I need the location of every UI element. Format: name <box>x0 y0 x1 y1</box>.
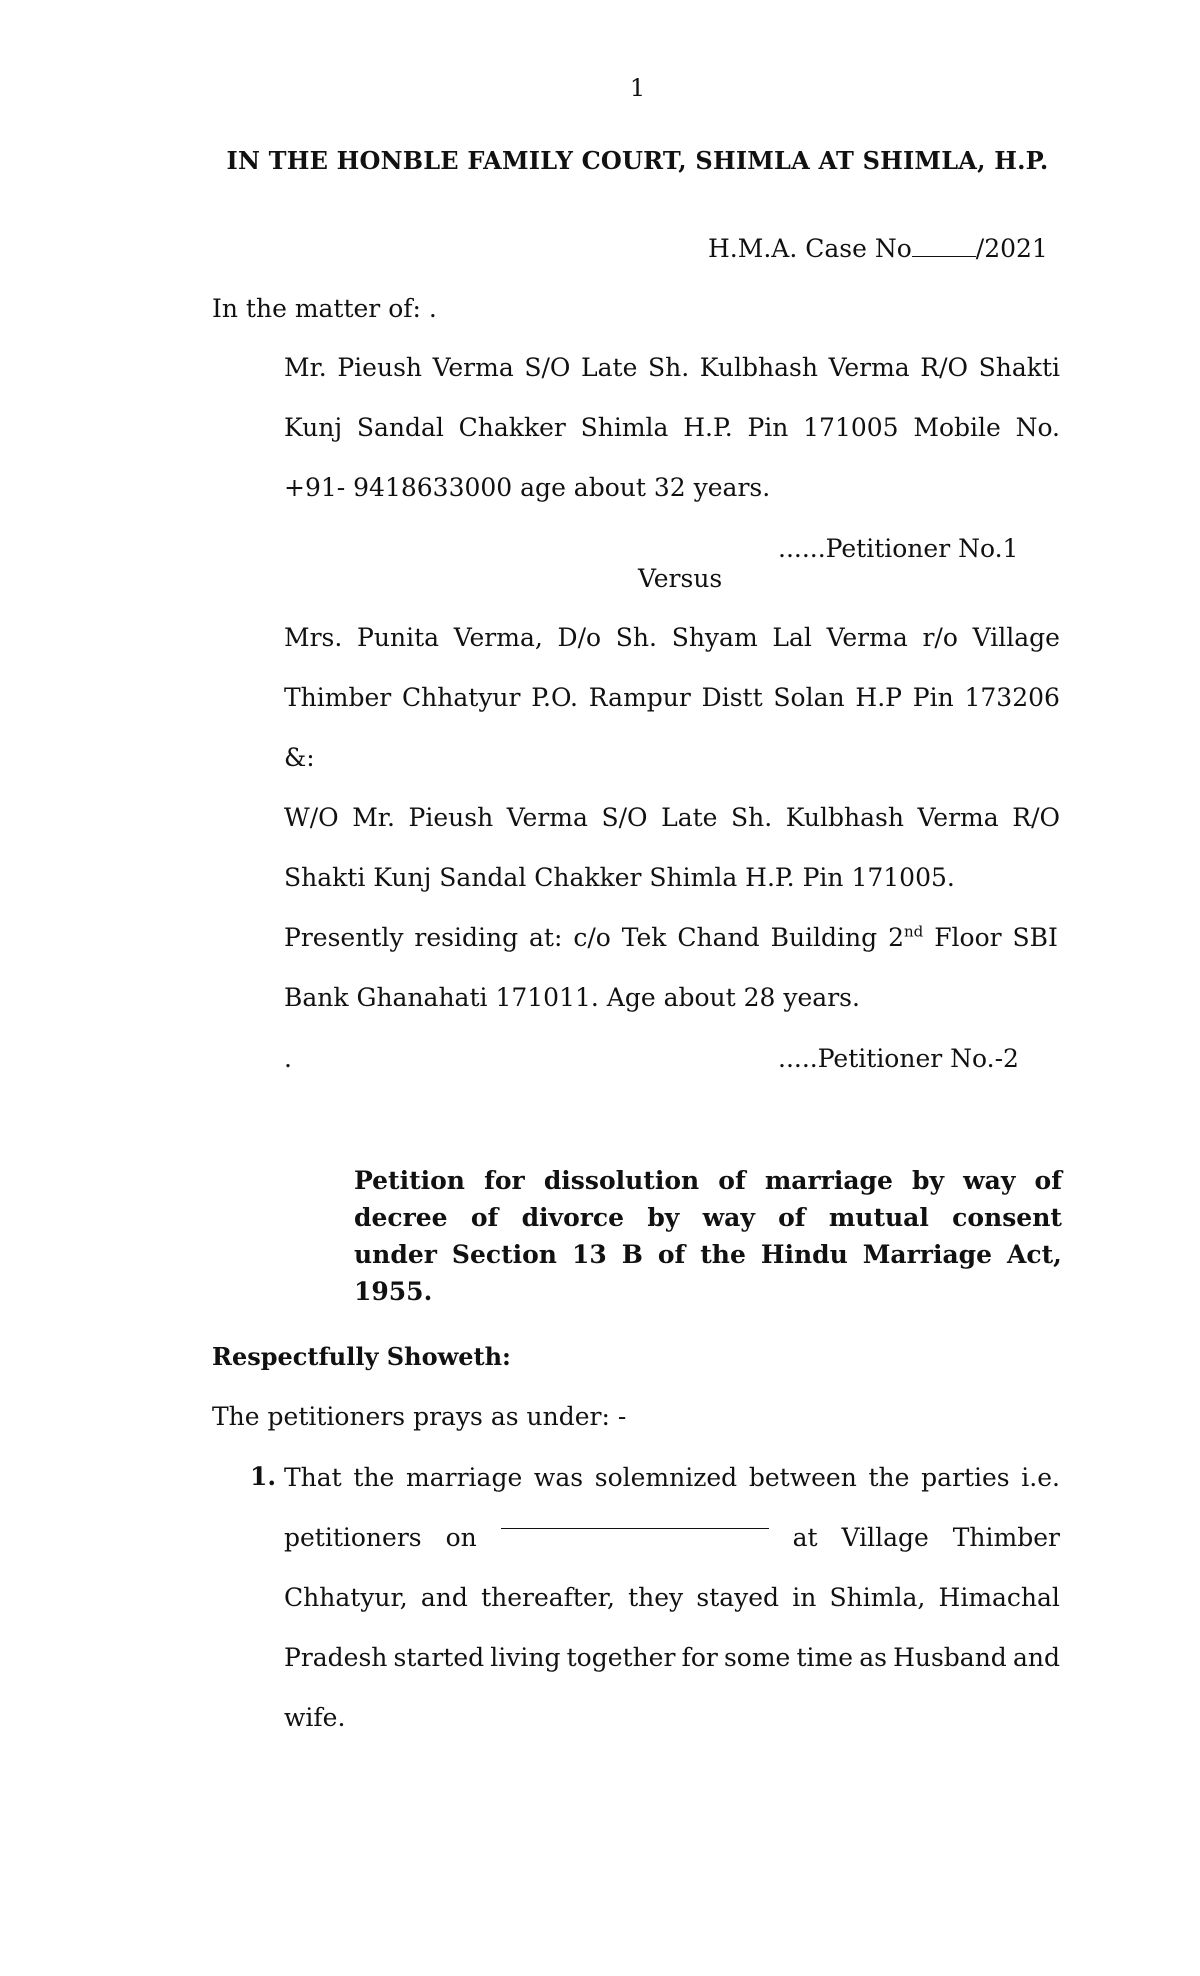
word: Chhatyur, <box>284 1583 408 1612</box>
word: by <box>912 1166 945 1195</box>
word: of <box>470 1203 499 1232</box>
item-1-text <box>284 1448 1060 1748</box>
word: Himachal <box>938 1583 1060 1612</box>
word: Mr. <box>284 353 327 382</box>
word: Shyam <box>671 623 758 652</box>
word: as <box>859 1643 887 1672</box>
word: Pin <box>747 413 789 442</box>
word: started <box>393 1643 485 1672</box>
word: No. <box>1015 413 1060 442</box>
petitioner-1-line <box>284 338 1060 398</box>
word: Solan <box>773 683 845 712</box>
word: by <box>647 1203 680 1232</box>
petitioner-2-line <box>284 668 1060 728</box>
word: Hindu <box>760 1240 848 1269</box>
case-number-suffix: /2021 <box>975 234 1048 263</box>
word: Lal <box>772 623 812 652</box>
word: Shimla, <box>829 1583 926 1612</box>
word: 171005 <box>803 413 899 442</box>
item-1-number: 1. <box>250 1462 277 1491</box>
respectfully-showeth-heading: Respectfully Showeth: <box>212 1342 511 1371</box>
word: thereafter, <box>481 1583 615 1612</box>
word: decree <box>354 1203 448 1232</box>
word: was <box>533 1463 584 1492</box>
petitioner-1-role: ......Petitioner No.1 <box>778 534 1019 563</box>
word: stayed <box>696 1583 780 1612</box>
word: P.O. <box>531 683 578 712</box>
item-1-line <box>284 1568 1060 1628</box>
subject-line <box>354 1236 1062 1273</box>
word: Sh. <box>731 803 773 832</box>
word: S/O <box>601 803 648 832</box>
word: R/O <box>920 353 969 382</box>
petitioner-1-line <box>284 398 1060 458</box>
word: B <box>621 1240 643 1269</box>
word: and <box>420 1583 468 1612</box>
word: Punita <box>357 623 440 652</box>
petition-subject <box>354 1162 1062 1310</box>
marriage-date-blank <box>501 1508 769 1529</box>
word: Chhatyur <box>402 683 521 712</box>
word: Mr. <box>352 803 395 832</box>
word: Pradesh <box>284 1643 388 1672</box>
petitioner-2-address-line <box>284 908 1060 968</box>
word: That <box>284 1463 342 1492</box>
word: marriage <box>406 1463 523 1492</box>
word: Late <box>581 353 638 382</box>
word: divorce <box>521 1203 625 1232</box>
item-1-line: wife. <box>284 1703 346 1732</box>
petitioner-1-details <box>284 338 1060 518</box>
word: the <box>700 1240 746 1269</box>
word: consent <box>952 1203 1062 1232</box>
word: D/o <box>557 623 602 652</box>
address-text: Presently residing at: c/o Tek Chand Building 2 <box>284 923 904 952</box>
word: Petition <box>354 1166 465 1195</box>
word: Chakker <box>458 413 566 442</box>
word: solemnized <box>594 1463 738 1492</box>
word: S/O <box>524 353 571 382</box>
item-1-word: Thimber <box>952 1523 1060 1552</box>
subject-line <box>354 1162 1062 1199</box>
petitioner-2-role: .....Petitioner No.-2 <box>778 1044 1019 1073</box>
word: way <box>702 1203 755 1232</box>
word: H.P. <box>683 413 733 442</box>
item-1-line <box>284 1508 1060 1568</box>
subject-line: 1955. <box>354 1277 433 1306</box>
word: Kulbhash <box>785 803 904 832</box>
word: W/O <box>284 803 339 832</box>
word: 13 <box>571 1240 607 1269</box>
item-1-word: petitioners <box>284 1523 422 1552</box>
word: Kunj <box>284 413 343 442</box>
word: Section <box>451 1240 557 1269</box>
word: r/o <box>922 623 958 652</box>
word: Mobile <box>913 413 1001 442</box>
word: Shakti <box>978 353 1060 382</box>
case-number-blank <box>912 236 976 257</box>
word: parties <box>921 1463 1010 1492</box>
word: for <box>681 1643 718 1672</box>
word: Shimla <box>580 413 669 442</box>
word: of <box>657 1240 686 1269</box>
word: Sh. <box>647 353 690 382</box>
word: R/O <box>1012 803 1060 832</box>
word: Act, <box>1007 1240 1062 1269</box>
petitioner-2-line: Shakti Kunj Sandal Chakker Shimla H.P. Pin 171005. <box>284 863 955 892</box>
word: Pieush <box>337 353 423 382</box>
item-1-word: at <box>792 1523 818 1552</box>
word: Rampur <box>588 683 691 712</box>
word: H.P <box>855 683 902 712</box>
word: Sh. <box>615 623 657 652</box>
word: Village <box>972 623 1060 652</box>
word: marriage <box>764 1166 893 1195</box>
word: together <box>566 1643 676 1672</box>
word: of <box>778 1203 806 1232</box>
item-1-line <box>284 1628 1060 1688</box>
page-number: 1 <box>629 74 646 102</box>
word: between <box>748 1463 857 1492</box>
word: Husband <box>893 1643 1007 1672</box>
word: the <box>353 1463 395 1492</box>
word: Marriage <box>862 1240 993 1269</box>
word: Sandal <box>356 413 444 442</box>
word: 173206 <box>964 683 1060 712</box>
word: of <box>1034 1166 1062 1195</box>
word: some <box>723 1643 791 1672</box>
petitioner-2-details <box>284 608 1060 1028</box>
word: Kulbhash <box>699 353 818 382</box>
prays-intro: The petitioners prays as under: - <box>212 1402 627 1431</box>
word: Pin <box>912 683 954 712</box>
word: and <box>1012 1643 1060 1672</box>
word: Verma <box>432 353 514 382</box>
word: for <box>484 1166 525 1195</box>
word: Verma <box>917 803 999 832</box>
word: i.e. <box>1021 1463 1060 1492</box>
word: Verma <box>506 803 588 832</box>
item-1-word: on <box>445 1523 477 1552</box>
word: in <box>792 1583 817 1612</box>
word: mutual <box>828 1203 929 1232</box>
versus-label: Versus <box>638 564 723 593</box>
word: Mrs. <box>284 623 343 652</box>
word: Thimber <box>284 683 392 712</box>
word: of <box>718 1166 746 1195</box>
stray-dot: . <box>284 1044 292 1073</box>
word: Verma <box>828 353 910 382</box>
subject-line <box>354 1199 1062 1236</box>
word: Pieush <box>408 803 494 832</box>
case-number-prefix: H.M.A. Case No <box>708 234 912 263</box>
word: way <box>963 1166 1016 1195</box>
word: Distt <box>701 683 763 712</box>
item-1-line <box>284 1448 1060 1508</box>
word: the <box>868 1463 910 1492</box>
word: dissolution <box>543 1166 700 1195</box>
word: they <box>628 1583 684 1612</box>
word: Verma <box>826 623 908 652</box>
petitioner-2-line <box>284 608 1060 668</box>
word: time <box>796 1643 854 1672</box>
word: living <box>490 1643 561 1672</box>
case-number <box>708 234 1048 263</box>
petitioner-2-line <box>284 788 1060 848</box>
matter-label: In the matter of: . <box>212 294 437 323</box>
ordinal-suffix: nd <box>904 922 924 941</box>
address-text: Floor SBI <box>923 923 1058 952</box>
word: Late <box>661 803 718 832</box>
petitioner-1-line: +91- 9418633000 age about 32 years. <box>284 473 771 502</box>
word: under <box>354 1240 437 1269</box>
word: Verma, <box>453 623 543 652</box>
petitioner-2-line: Bank Ghanahati 171011. Age about 28 years. <box>284 983 860 1012</box>
item-1-word: Village <box>841 1523 929 1552</box>
petitioner-2-line: &: <box>284 743 315 772</box>
court-title: IN THE HONBLE FAMILY COURT, SHIMLA AT SHIMLA, H.P. <box>226 146 1049 175</box>
